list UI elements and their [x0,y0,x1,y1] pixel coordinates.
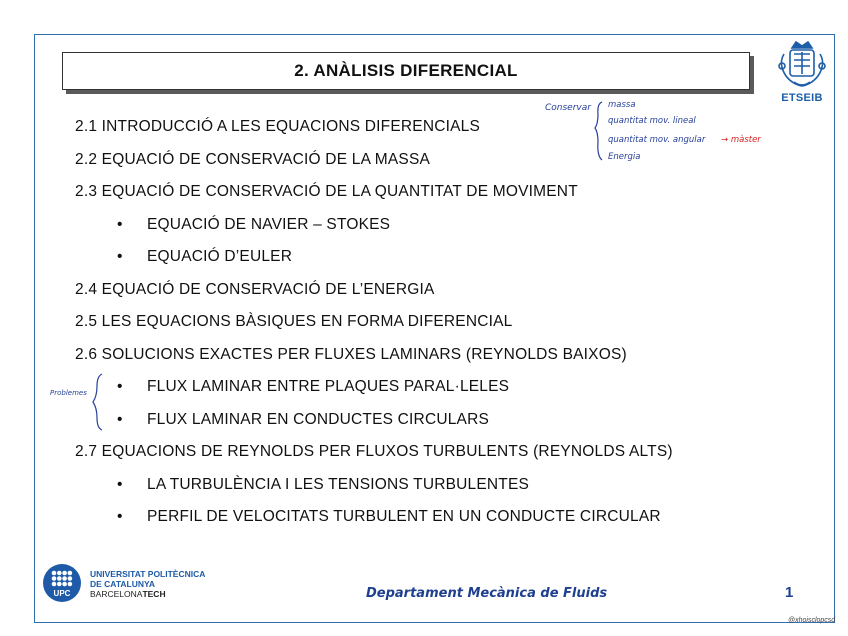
list-item: 2.1 INTRODUCCIÓ A LES EQUACIONS DIFERENCIALS [75,118,481,135]
annotation-energia: Energia [608,152,641,162]
slide-title: 2. ANÀLISIS DIFERENCIAL [294,61,518,80]
annotation-brace-icon [594,100,604,162]
annotation-master: → màster [721,135,761,145]
department-name: Departament Mecànica de Fluids [366,586,608,601]
slide-title-box [62,52,750,90]
etseib-logo [770,38,834,108]
list-item: 2.3 EQUACIÓ DE CONSERVACIÓ DE LA QUANTITAT DE MOVIMENT [75,183,578,200]
university-name: UNIVERSITAT POLITÈCNICA DE CATALUNYA BARCELONATECH [90,569,206,599]
annotation-lineal: quantitat mov. lineal [608,116,696,126]
list-item: 2.2 EQUACIÓ DE CONSERVACIÓ DE LA MASSA [75,151,431,168]
list-item: 2.7 EQUACIONS DE REYNOLDS PER FLUXOS TURBULENTS (REYNOLDS ALTS) [75,443,673,460]
annotation-angular: quantitat mov. angular [608,135,706,145]
svg-text:UPC: UPC [53,589,71,598]
annotation-conservar: Conservar [545,103,591,113]
annotation-massa: massa [608,100,636,110]
page-number: 1 [785,584,794,601]
list-item: 2.5 LES EQUACIONS BÀSIQUES EN FORMA DIFERENCIAL [75,313,513,330]
etseib-label: ETSEIB [781,92,823,104]
list-item: 2.4 EQUACIÓ DE CONSERVACIÓ DE L’ENERGIA [75,281,435,298]
etseib-crest-icon [770,38,834,94]
credit-watermark: @xhoisclopcsd [788,617,836,624]
annotation-brace-left-icon [92,372,104,432]
upc-logo-icon [42,563,82,603]
list-item: 2.6 SOLUCIONS EXACTES PER FLUXES LAMINARS (REYNOLDS BAIXOS) [75,346,627,363]
annotation-problemes: Problemes [50,389,87,397]
